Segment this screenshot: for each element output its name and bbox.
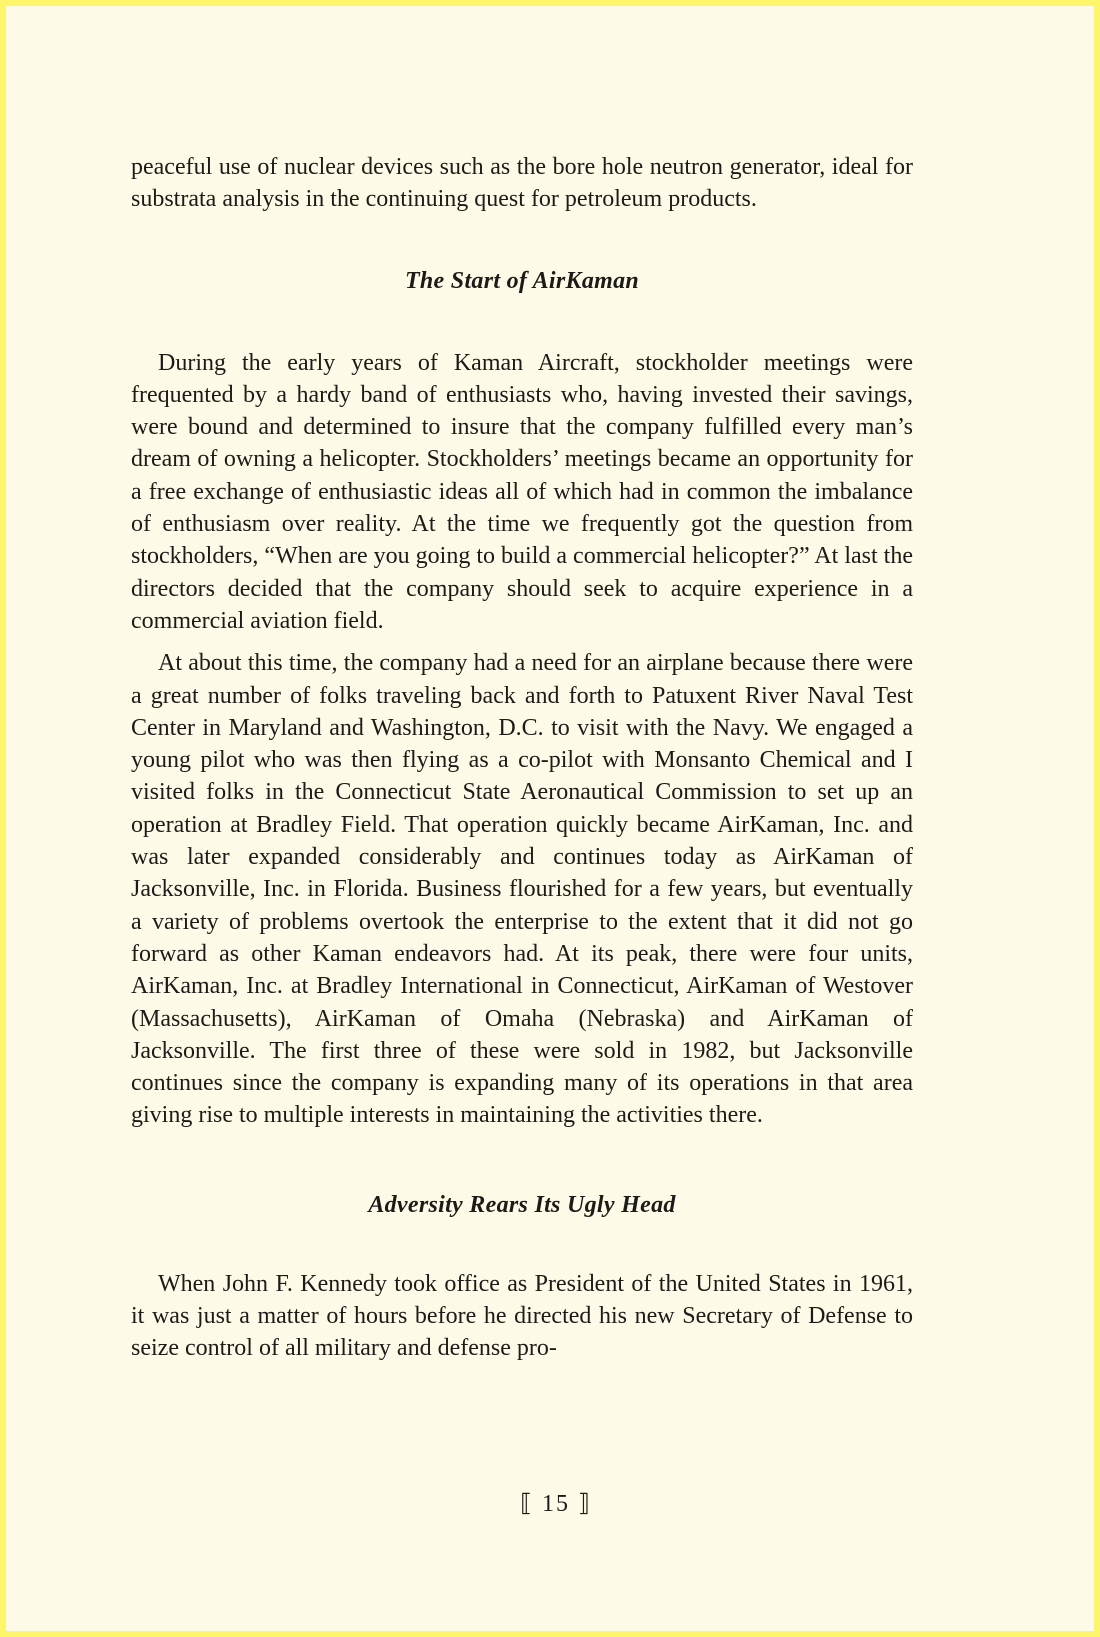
paragraph-stockholder-meetings: During the early years of Kaman Aircraft, stockholder meetings were frequented by a hardy band of enthusiasts who, having invested their savings, were bound and determined to insure that the company fulfilled every man’s dream of owning a helicopter. Stockholders’ meetings became an opportunity for a free exchange of enthusiastic ideas all of which had in common the imbalance of enthusiasm over reality. At the time we frequently got the question from stockholders, “When are you going to build a commercial helicopter?” At last the directors decided that the company should seek to acquire experience in a commercial aviation field. xyxy=(131,349,913,634)
paragraph-airkaman-operations: At about this time, the company had a need for an airplane because there were a great number of folks traveling back and forth to Patuxent River Naval Test Center in Maryland and Washington, D.C. to visit with the Navy. We engaged a young pilot who was then flying as a co-pilot with Monsanto Chemical and I visited folks in the Connecticut State Aeronautical Commission to set up an operation at Bradley Field. That operation quickly became AirKaman, Inc. and was later expanded considerably and continues today as AirKaman of Jacksonville, Inc. in Florida. Business flourished for a few years, but eventually a variety of problems overtook the enterprise to the extent that it did not go forward as other Kaman endeavors had. At its peak, there were four units, AirKaman, Inc. at Bradley International in Connecticut, AirKaman of Westover (Massachusetts), AirKaman of Omaha (Nebraska) and AirKaman of Jacksonville. The first three of these were sold in 1982, but Jacksonville continues since the company is expanding many of its operations in that area giving rise to multiple interests in maintaining the activities there. xyxy=(131,650,913,1129)
body-text xyxy=(131,151,913,1365)
opening-paragraph: peaceful use of nuclear devices such as the bore hole neutron generator, ideal for substrata analysis in the continuing quest for petroleum products. xyxy=(131,154,913,213)
page-number: ⟦ 15 ⟧ xyxy=(520,1491,592,1517)
paragraph-kennedy: When John F. Kennedy took office as President of the United States in 1961, it was just a matter of hours before he directed his new Secretary of Defense to seize control of all military and defense pro- xyxy=(131,1270,913,1362)
page xyxy=(6,6,1094,1631)
section-heading-adversity: Adversity Rears Its Ugly Head xyxy=(368,1191,676,1218)
section-heading-start-of-airkaman: The Start of AirKaman xyxy=(404,267,640,294)
